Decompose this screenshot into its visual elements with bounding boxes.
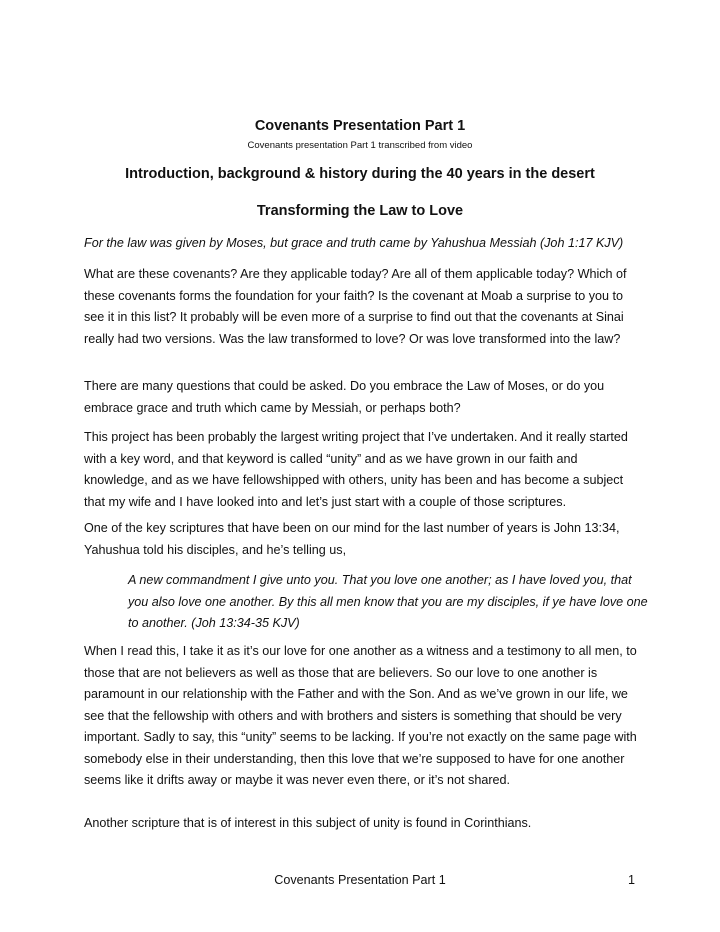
block-quote: A new commandment I give unto you. That you love one another; as I have loved you, that you also love one another. By this all men know that you are my disciples, if ye have love one to another. (Joh 13:34-35 KJV) [128, 573, 648, 630]
epigraph-quote: For the law was given by Moses, but grace and truth came by Yahushua Messiah (Joh 1:17 KJV) [84, 236, 624, 250]
page-footer: Covenants Presentation Part 1 [274, 873, 446, 887]
paragraph: What are these covenants? Are they applicable today? Are all of them applicable today? Which of these covenants forms the foundation for your faith? Is the covenant at Moab a surprise to you to see it in this list? It probably will be even more of a surprise to find out that the covenants at Sinai really had two versions. Was the law transformed to love? Or was love transformed into the law? [84, 267, 627, 346]
page-number: 1 [628, 873, 636, 887]
document-title: Covenants Presentation Part 1 [254, 118, 466, 134]
paragraph: When I read this, I take it as it’s our love for one another as a witness and a testimony to all men, to those that are not believers as well as those that are believers. So our love to one another is paramount in our relationship with the Father and with the Son. And as we’ve grown in our life, we see that the fellowship with others and with brothers and sisters is something that should be very important. Sadly to say, this “unity” seems to be lacking. If you’re not exactly on the same page with somebody else in their understanding, then this love that we’re supposed to have for one another seems like it drifts away or maybe it was never even there, or it’s not shared. [84, 644, 637, 787]
paragraph: Another scripture that is of interest in this subject of unity is found in Corinthians. [84, 816, 532, 830]
section-heading-intro: Introduction, background & history during the 40 years in the desert [125, 166, 595, 182]
document-subtitle: Covenants presentation Part 1 transcribed from video [247, 140, 473, 151]
paragraph: This project has been probably the largest writing project that I’ve undertaken. And it really started with a key word, and that keyword is called “unity” and as we have grown in our faith and knowledge, and as we have fellowshipped with others, unity has been and has become a subject that my wife and I have looked into and let’s just start with a couple of those scriptures. [84, 430, 628, 509]
section-heading-transform: Transforming the Law to Love [256, 203, 464, 219]
paragraph: One of the key scriptures that have been on our mind for the last number of years is John 13:34, Yahushua told his disciples, and he’s telling us, [84, 521, 620, 557]
paragraph: There are many questions that could be asked. Do you embrace the Law of Moses, or do you embrace grace and truth which came by Messiah, or perhaps both? [84, 379, 605, 415]
